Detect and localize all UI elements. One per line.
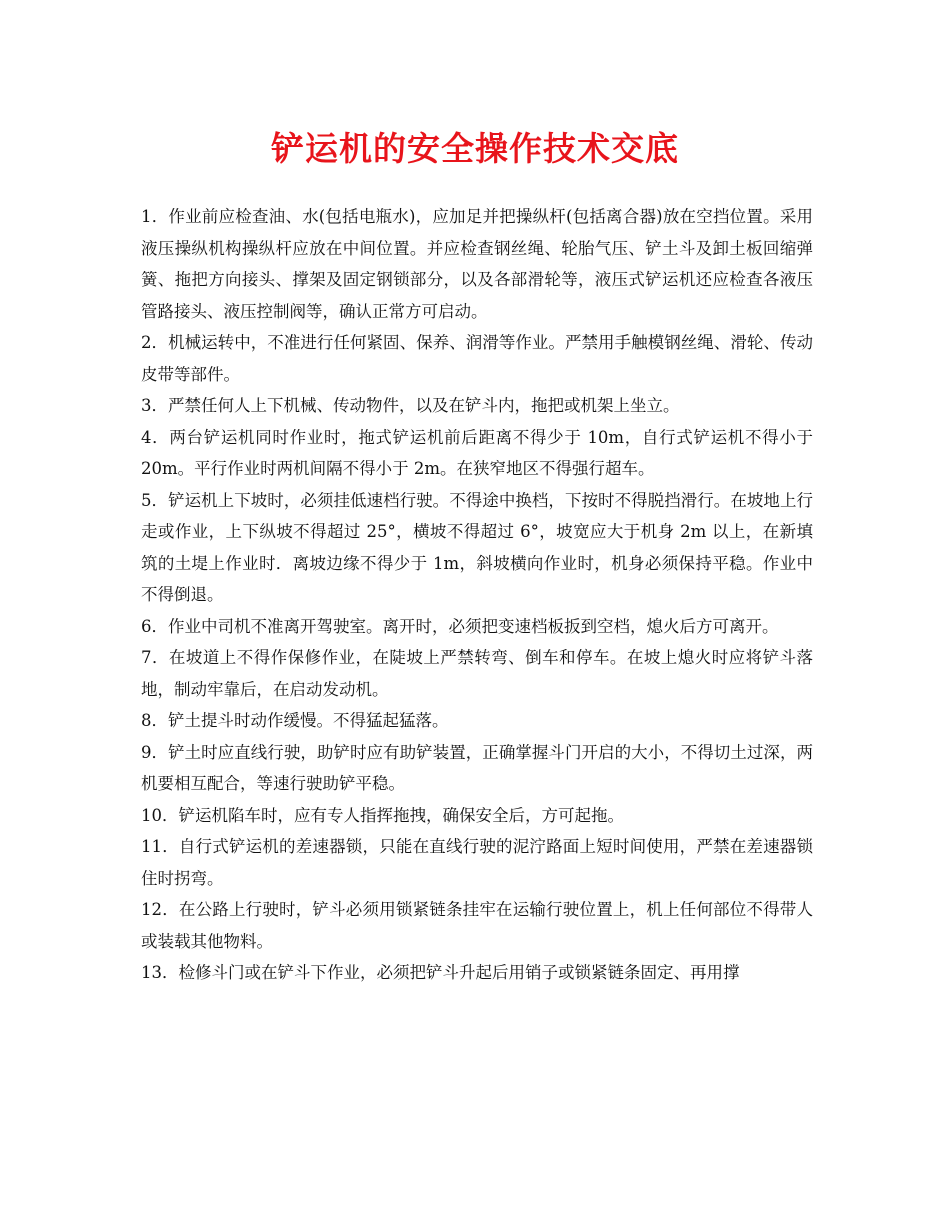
paragraph-10: 10．铲运机陷车时，应有专人指挥拖拽，确保安全后，方可起拖。	[141, 805, 624, 825]
paragraph-3: 3．严禁任何人上下机械、传动物件，以及在铲斗内，拖把或机架上坐立。	[141, 396, 680, 415]
document-title: 铲运机的安全操作技术交底	[271, 129, 679, 168]
document-body	[141, 201, 813, 989]
paragraph-4: 4．两台铲运机同时作业时，拖式铲运机前后距离不得少于 10m，自行式铲运机不得小于 20m。平行作业时两机间隔不得小于 2m。在狭窄地区不得强行超车。	[141, 427, 813, 478]
paragraph-5: 5．铲运机上下坡时，必须挂低速档行驶。不得途中换档，下按时不得脱挡滑行。在坡地上行走或作业，上下纵坡不得超过 25°，横坡不得超过 6°，坡宽应大于机身 2m 以上，在新填筑的土堤上作业时．离坡边缘不得少于 1m，斜坡横向作业时，机身必须保持平稳。作业中不得倒退。	[141, 490, 813, 604]
paragraph-11: 11．自行式铲运机的差速器锁，只能在直线行驶的泥泞路面上短时间使用，严禁在差速器锁住时拐弯。	[141, 837, 813, 888]
paragraph-8: 8．铲土提斗时动作缓慢。不得猛起猛落。	[141, 711, 449, 730]
paragraph-7: 7．在坡道上不得作保修作业，在陡坡上严禁转弯、倒车和停车。在坡上熄火时应将铲斗落地，制动牢靠后，在启动发动机。	[141, 648, 813, 699]
paragraph-13: 13．检修斗门或在铲斗下作业，必须把铲斗升起后用销子或锁紧链条固定、再用撑	[141, 963, 740, 982]
paragraph-2: 2．机械运转中，不准进行任何紧固、保养、润滑等作业。严禁用手触模钢丝绳、滑轮、传动皮带等部件。	[141, 333, 813, 384]
paragraph-12: 12．在公路上行驶时，铲斗必须用锁紧链条挂牢在运输行驶位置上，机上任何部位不得带人或装载其他物料。	[141, 900, 813, 951]
paragraph-9: 9．铲土时应直线行驶，助铲时应有助铲装置，正确掌握斗门开启的大小，不得切土过深，两机要相互配合，等速行驶助铲平稳。	[141, 742, 813, 793]
paragraph-6: 6．作业中司机不准离开驾驶室。离开时，必须把变速档板扳到空档，熄火后方可离开。	[141, 616, 779, 636]
paragraph-1: 1．作业前应检查油、水(包括电瓶水)，应加足并把操纵杆(包括离合器)放在空挡位置。采用液压操纵机构操纵杆应放在中间位置。并应检查钢丝绳、轮胎气压、铲土斗及卸土板回缩弹簧、拖把方向接头、撑架及固定钢锁部分，以及各部滑轮等，液压式铲运机还应检查各液压管路接头、液压控制阀等，确认正常方可启动。	[141, 207, 813, 321]
